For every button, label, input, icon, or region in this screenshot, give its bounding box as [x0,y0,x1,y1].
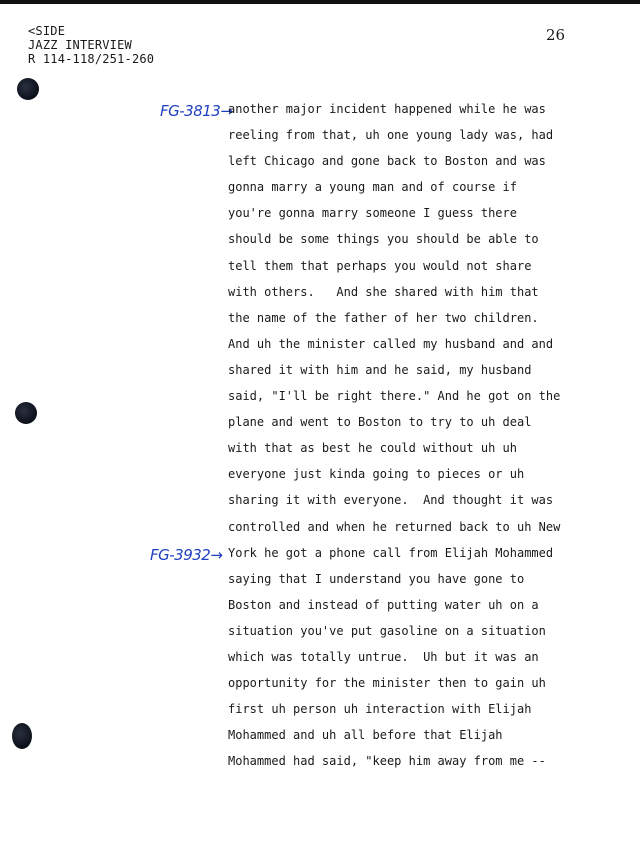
header-line-2: JAZZ INTERVIEW [28,38,132,52]
transcript-line: sharing it with everyone. And thought it was [228,493,554,508]
transcript-line: left Chicago and gone back to Boston and was [228,154,546,169]
handwritten-annotation: FG-3813→ [160,102,233,120]
top-border [0,0,640,4]
header-line-1: <SIDE [28,24,66,38]
transcript-line: Mohammed and uh all before that Elijah [228,728,503,743]
transcript-line: with that as best he could without uh uh [228,441,517,456]
transcript-line: opportunity for the minister then to gain uh [228,676,546,691]
punch-hole [15,402,37,424]
transcript-line: gonna marry a young man and of course if [228,180,517,195]
transcript-line: situation you've put gasoline on a situation [228,623,546,638]
transcript-line: shared it with him and he said, my husband [228,362,532,377]
transcript-body [228,100,628,778]
transcript-line: reeling from that, uh one young lady was, had [228,128,554,143]
transcript-line: saying that I understand you have gone to [228,571,525,586]
transcript-line: you're gonna marry someone I guess there [228,206,517,221]
transcript-line: another major incident happened while he was [228,102,546,116]
transcript-line: plane and went to Boston to try to uh deal [228,415,532,430]
transcript-line: should be some things you should be able to [228,232,539,247]
transcript-line: first uh person uh interaction with Elijah [228,702,532,717]
transcript-line: controlled and when he returned back to uh New [228,519,561,534]
transcript-line: everyone just kinda going to pieces or uh [228,467,525,482]
transcript-line: said, "I'll be right there." And he got on the [228,389,561,404]
document-header [28,24,154,66]
transcript-line: And uh the minister called my husband and and [228,336,554,351]
page-number: 26 [546,26,566,44]
transcript-line: Mohammed had said, "keep him away from me -- [228,754,546,769]
transcript-line: York he got a phone call from Elijah Mohammed [228,545,554,560]
transcript-line: tell them that perhaps you would not share [228,258,532,273]
header-line-3: R 114-118/251-260 [28,52,155,66]
punch-hole [12,723,32,749]
handwritten-annotation: FG-3932→ [150,546,223,564]
transcript-line: the name of the father of her two children. [228,310,539,325]
transcript-line: with others. And she shared with him that [228,284,539,299]
transcript-line: which was totally untrue. Uh but it was an [228,649,539,664]
punch-hole [17,78,39,100]
transcript-line: Boston and instead of putting water uh on a [228,597,539,612]
